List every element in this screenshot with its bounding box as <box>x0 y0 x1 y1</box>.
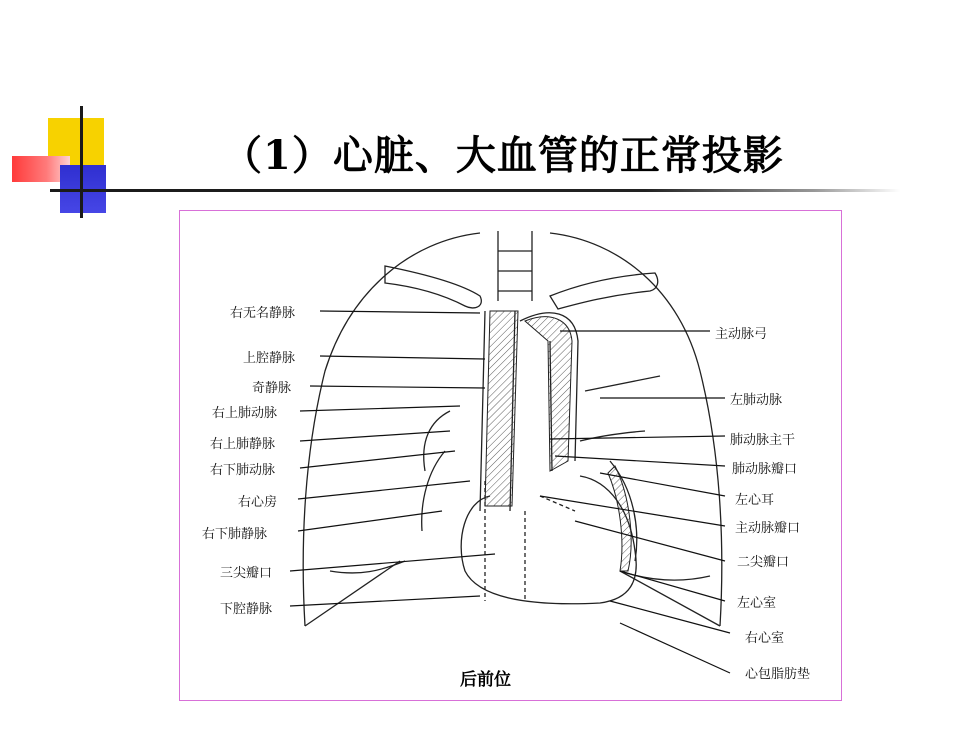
aorta-hatch <box>525 317 572 471</box>
label-right-brachiocephalic-vein: 右无名静脉 <box>230 306 296 321</box>
label-right-upper-pulmonary-vein: 右上肺静脉 <box>210 437 276 452</box>
label-left-pulmonary-artery: 左肺动脉 <box>730 393 783 408</box>
title-underline <box>50 189 900 192</box>
label-right-ventricle: 右心室 <box>745 631 785 646</box>
label-aortic-valve-orifice: 主动脉瓣口 <box>735 521 801 536</box>
label-tricuspid-orifice: 三尖瓣口 <box>220 566 273 581</box>
label-mitral-orifice: 二尖瓣口 <box>737 555 790 570</box>
label-inferior-vena-cava: 下腔静脉 <box>220 602 273 617</box>
label-right-lower-pulmonary-vein: 右下肺静脉 <box>202 527 268 542</box>
superior-vena-cava-hatch <box>485 311 518 506</box>
label-azygos-vein: 奇静脉 <box>252 381 292 396</box>
label-left-auricle: 左心耳 <box>735 493 775 508</box>
label-pericardial-fat-pad: 心包脂肪垫 <box>745 667 811 682</box>
heart-projection-figure <box>179 210 842 701</box>
label-pulmonary-valve-orifice: 肺动脉瓣口 <box>732 462 798 477</box>
label-pulmonary-trunk: 肺动脉主干 <box>730 433 796 448</box>
label-right-lower-pulmonary-artery: 右下肺动脉 <box>210 463 276 478</box>
label-superior-vena-cava: 上腔静脉 <box>243 351 296 366</box>
heart-diagram-drawing <box>180 211 843 702</box>
decor-vertical-line <box>80 106 83 218</box>
label-aortic-arch: 主动脉弓 <box>715 327 768 342</box>
left-clavicle <box>550 273 658 309</box>
figure-caption: 后前位 <box>460 670 511 690</box>
label-right-upper-pulmonary-artery: 右上肺动脉 <box>212 406 278 421</box>
label-right-atrium: 右心房 <box>238 495 278 510</box>
label-left-ventricle: 左心室 <box>737 596 777 611</box>
left-ventricle-edge-hatch <box>608 466 631 571</box>
slide-title: （1）心脏、大血管的正常投影 <box>222 132 784 179</box>
right-clavicle <box>385 266 481 308</box>
